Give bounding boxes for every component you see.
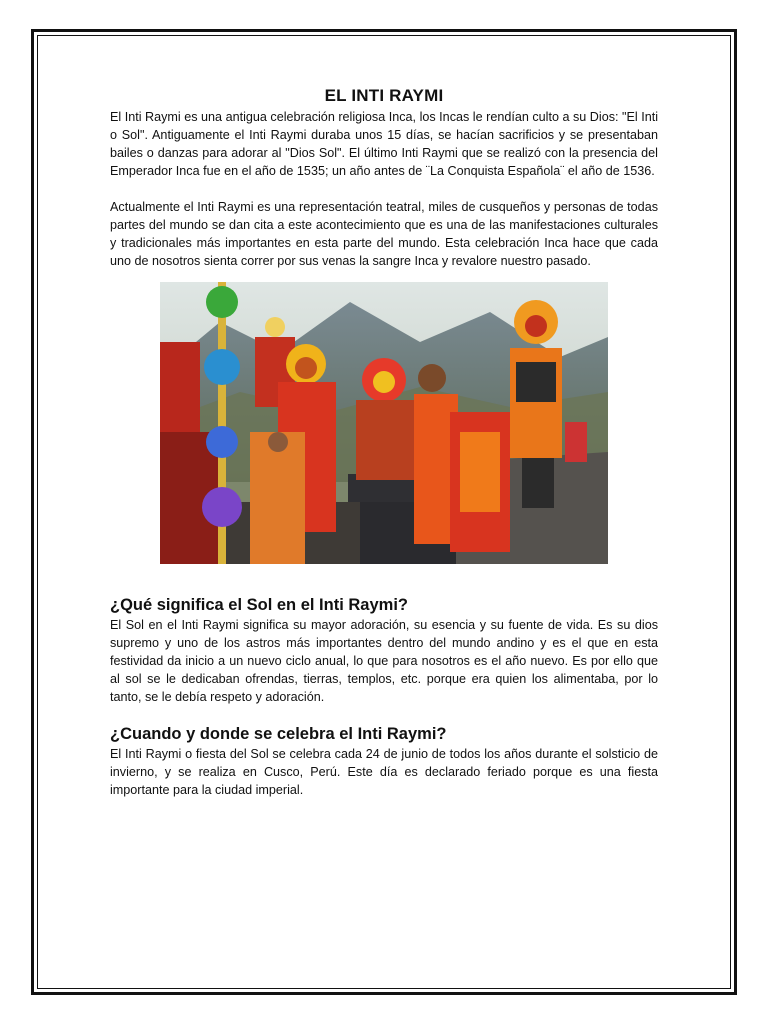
document-body <box>110 86 658 799</box>
intro-paragraph: El Inti Raymi es una antigua celebración religiosa Inca, los Incas le rendían culto a su Dios: "El Inti o Sol". Antiguamente el Inti Raymi duraba unos 15 días, se hacían sacrificios y se presentaban bailes o danzas para adorar al "Dios Sol". El último Inti Raymi que se realizó con la presencia del Emperador Inca fue en el año de 1535; un año antes de ¨La Conquista Española¨ el año de 1536. <box>110 110 658 178</box>
page-title: EL INTI RAYMI <box>324 86 444 105</box>
section-text-meaning: El Sol en el Inti Raymi significa su mayor adoración, su esencia y su fuente de vida. Es su dios supremo y uno de los astros más importantes dentro del mundo andino y es el que en esta festividad da inicio a un nuevo ciclo anual, lo que para nosotros es el año nuevo. Es por ello que al sol se le dedicaban ofrendas, tierras, templos, etc. porque era quien los alimentaba, por lo tanto, se le debía respeto y adoración. <box>110 618 658 704</box>
section-heading-meaning: ¿Qué significa el Sol en el Inti Raymi? <box>110 596 408 614</box>
inti-raymi-photo <box>160 282 608 564</box>
section-text-when-where: El Inti Raymi o fiesta del Sol se celebra cada 24 de junio de todos los años durante el solsticio de invierno, y se realiza en Cusco, Perú. Este día es declarado feriado porque es una fiesta importante para la ciudad imperial. <box>110 747 658 797</box>
current-paragraph: Actualmente el Inti Raymi es una representación teatral, miles de cusqueños y personas de todas partes del mundo se dan cita a este acontecimiento que es una de las manifestaciones culturales y tradicionales más importantes en esta parte del mundo. Esta celebración Inca hace que cada uno de nosotros sienta correr por sus venas la sangre Inca y revalore nuestro pasado. <box>110 200 658 268</box>
section-heading-when-where: ¿Cuando y donde se celebra el Inti Raymi? <box>110 725 447 743</box>
